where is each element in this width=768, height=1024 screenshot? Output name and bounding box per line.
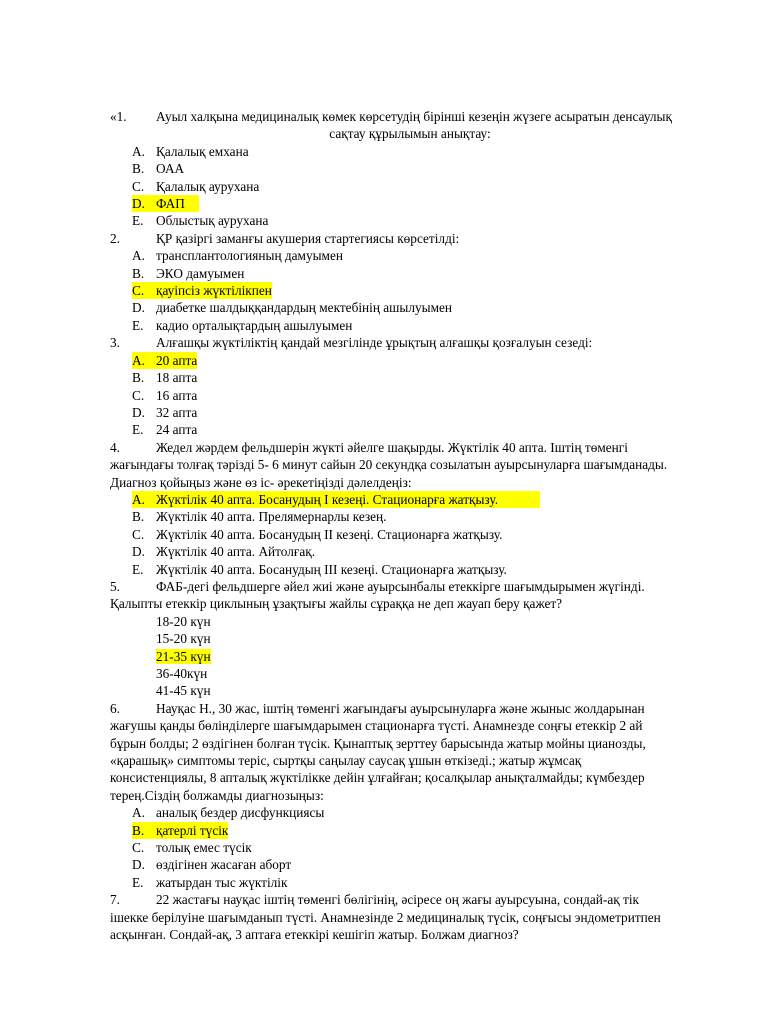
answer-option (132, 839, 710, 856)
option-letter: B. (132, 161, 145, 177)
answer-option (132, 369, 710, 386)
option-text: аналық бездер дисфункциясы (156, 805, 325, 821)
option-text: Жүктілік 40 апта. Босанудың II кезеңі. Стационарға жатқызу. (156, 526, 503, 542)
answer-option-correct (132, 195, 710, 212)
question-number: 3. (110, 335, 120, 351)
option-letter: B. (132, 509, 145, 525)
option-text: 15-20 күн (156, 631, 211, 647)
question-text: Науқас Н., 30 жас, іштің төменгі жағындағы ауырсынуларға және жыныс жолдарынан (156, 700, 645, 716)
option-text: 41-45 күн (156, 683, 211, 699)
option-text-highlighted: қатерлі түсік (156, 822, 229, 838)
question-number: 2. (110, 230, 120, 246)
option-letter: D. (132, 300, 145, 316)
option-text-highlighted: қауіпсіз жүктілікпен (156, 283, 272, 299)
question-text-continued: Диагноз қойыңыз және өз іс- әрекетіңізді дәлелдеңіз: (110, 474, 412, 490)
question-1 (110, 108, 710, 143)
option-letter: E. (132, 422, 144, 438)
answer-option (132, 178, 710, 195)
option-text: Қалалық аурухана (156, 178, 260, 194)
question-text-continued: жағушы қанды бөлінділерге шағымдарымен стационарға түсті. Анамнезде соңғы етеккір 2 ай (110, 718, 643, 734)
question-text: ФАБ-дегі фельдшерге әйел жиі және ауырсынбалы етеккірге шағымдырымен жүгінді. (156, 578, 645, 594)
option-text: ОАА (156, 161, 185, 177)
option-letter: B. (132, 370, 145, 386)
question-text: 22 жастағы науқас іштің төменгі бөлігінің, әсіресе оң жағы ауырсуына, сондай-ақ тік (156, 892, 640, 908)
answer-option (132, 160, 710, 177)
option-letter: D. (132, 195, 156, 212)
answer-option (132, 508, 710, 525)
answer-option (132, 265, 710, 282)
question-text-continued: асқынған. Сондай-ақ, 3 аптаға етеккірі кешігіп жатыр. Болжам диагноз? (110, 927, 519, 943)
option-text: 36-40күн (156, 666, 208, 681)
answer-option-correct (132, 822, 710, 839)
question-4 (110, 439, 710, 456)
question-text-continued: Қалыпты етеккір циклының ұзақтығы жайлы сұраққа не деп жауап беру қажет? (110, 596, 563, 612)
option-letter: C. (132, 282, 156, 299)
option-letter: E. (132, 213, 144, 229)
option-text: 18-20 күн (156, 613, 211, 629)
answer-option (132, 404, 710, 421)
answer-option (132, 526, 710, 543)
option-letter: C. (132, 178, 145, 194)
question-text: ҚР қазіргі заманғы акушерия стартегиясы көрсетілді: (156, 230, 460, 246)
option-text-highlighted: ФАП (156, 195, 199, 212)
option-text: Облыстық аурухана (156, 213, 269, 229)
option-letter: D. (132, 857, 145, 873)
answer-option-correct (132, 491, 710, 508)
option-text: өздігінен жасаған аборт (156, 857, 292, 873)
answer-option (132, 247, 710, 264)
answer-option (132, 804, 710, 821)
question-7 (110, 891, 710, 908)
option-letter: D. (132, 404, 145, 420)
question-5 (110, 578, 710, 595)
option-text: Қалалық емхана (156, 143, 249, 159)
answer-option (156, 630, 710, 647)
question-text-continued: «қарашық» симптомы теріс, сыртқы саңылау саусақ ұшын өткізеді.; жатыр жұмсақ (110, 753, 582, 769)
option-letter: C. (132, 387, 145, 403)
option-text-highlighted: 20 апта (156, 352, 198, 368)
option-letter: C. (132, 840, 145, 856)
option-text: Жүктілік 40 апта. Босанудың III кезеңі. Стационарға жатқызу. (156, 561, 507, 577)
question-number: 6. (110, 700, 120, 716)
answer-option (132, 387, 710, 404)
question-text-continued: консистенциялы, 8 апталық жүктілікке дейін ұлғайған; қосалқылар анықталмайды; күмбездер (110, 770, 645, 786)
option-text: трансплантологияның дамуымен (156, 248, 343, 264)
option-letter: A. (132, 143, 145, 159)
question-number: 7. (110, 892, 120, 908)
answer-option (132, 856, 710, 873)
option-letter: E. (132, 561, 144, 577)
document-body (110, 108, 710, 944)
option-text: 16 апта (156, 387, 198, 403)
answer-option (132, 299, 710, 316)
option-text: диабетке шалдыққандардың мектебінің ашылуымен (156, 300, 452, 316)
answer-option (132, 317, 710, 334)
question-text-continued: ішекке берілуіне шағымданып түсті. Анамнезінде 2 медициналық түсік, соңғысы эндометритпен (110, 909, 661, 925)
option-text: жатырдан тыс жүктілік (156, 874, 288, 890)
question-6 (110, 700, 710, 717)
option-text: кадио орталықтардың ашылуымен (156, 317, 353, 333)
option-letter: B. (132, 265, 145, 281)
option-letter: A. (132, 352, 156, 369)
option-letter: A. (132, 805, 145, 821)
option-text: 18 апта (156, 370, 198, 386)
option-letter: A. (132, 248, 145, 264)
question-2 (110, 230, 710, 247)
option-text-highlighted: Жүктілік 40 апта. Босанудың I кезеңі. Стационарға жатқызу. (156, 491, 540, 508)
option-letter: E. (132, 317, 144, 333)
question-text-continued: жағындағы толғақ тәрізді 5- 6 минут сайын 20 секундқа созылатын ауырсынуларға шағымданады. (110, 457, 668, 473)
answer-option (156, 613, 710, 630)
question-text-continued: бұрын болды; 2 өздігінен болған түсік. Қынаптық зерттеу барысында жатыр мойны цианозды, (110, 735, 646, 751)
option-text: Жүктілік 40 апта. Прелямернарлы кезең. (156, 509, 387, 525)
question-text: Жедел жәрдем фельдшерін жүкті әйелге шақырды. Жүктілік 40 апта. Іштің төменгі (156, 439, 628, 455)
answer-option (132, 143, 710, 160)
option-letter: D. (132, 544, 145, 560)
answer-option (132, 561, 710, 578)
question-number: 4. (110, 439, 120, 455)
question-text-continued: терең.Сіздің болжамды диагнозыңыз: (110, 787, 324, 803)
answer-option-correct (156, 648, 710, 665)
answer-option (132, 543, 710, 560)
option-text: толық емес түсік (156, 840, 252, 856)
option-text-highlighted: 21-35 күн (156, 648, 211, 664)
answer-option (156, 682, 710, 699)
question-3 (110, 334, 710, 351)
option-text: 24 апта (156, 422, 198, 438)
option-letter: A. (132, 491, 156, 508)
option-text: ЭКО дамуымен (156, 265, 245, 281)
option-letter: B. (132, 822, 156, 839)
answer-option (132, 212, 710, 229)
question-text-continued: сақтау құрылымын анықтау: (329, 126, 491, 142)
option-text: Жүктілік 40 апта. Айтолғақ. (156, 544, 316, 560)
question-number: 5. (110, 578, 120, 594)
answer-option-correct (132, 352, 710, 369)
question-number: «1. (110, 109, 127, 124)
answer-option (132, 874, 710, 891)
question-text: Алғашқы жүктіліктің қандай мезгілінде ұрықтың алғашқы қозғалуын сезеді: (156, 335, 593, 351)
question-text: Ауыл халқына медициналық көмек көрсетудің бірінші кезеңін жүзеге асыратын денсаулық (156, 109, 672, 124)
option-letter: C. (132, 526, 145, 542)
answer-option (156, 665, 710, 682)
answer-option (132, 421, 710, 438)
answer-option-correct (132, 282, 710, 299)
option-letter: E. (132, 874, 144, 890)
option-text: 32 апта (156, 404, 198, 420)
